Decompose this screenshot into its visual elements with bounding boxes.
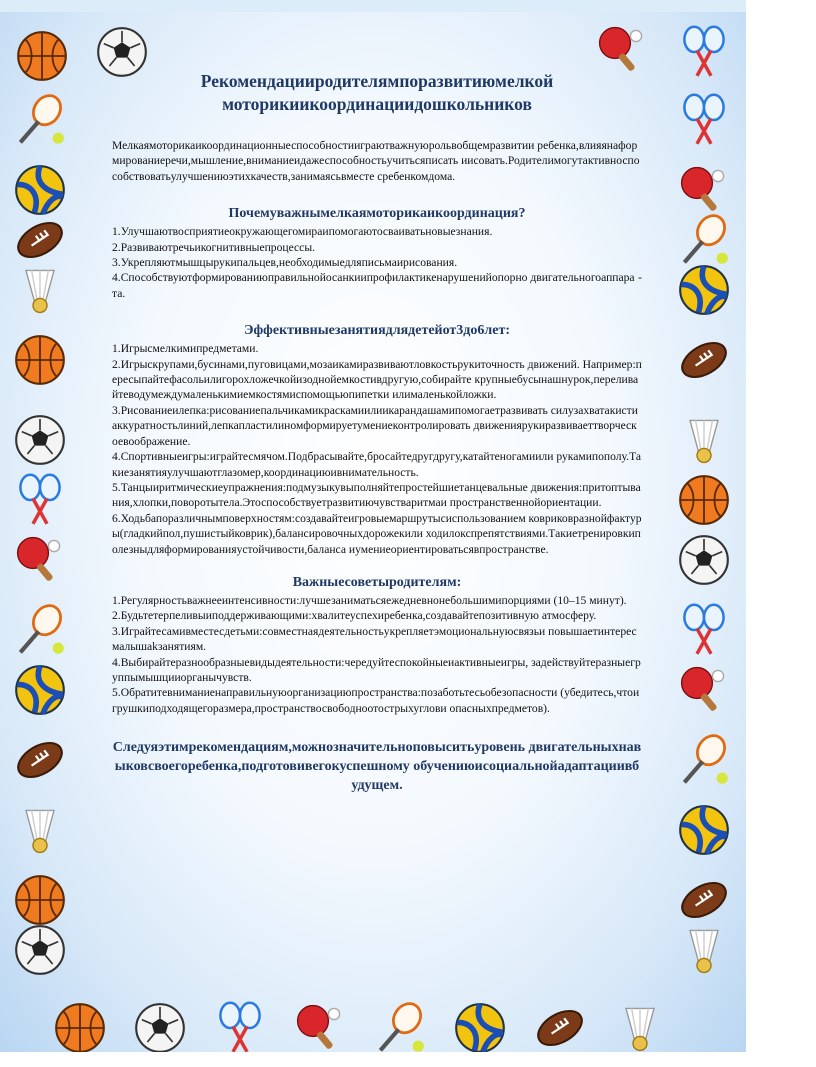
american-football-icon (532, 1000, 588, 1052)
tennis-racket-icon (12, 602, 68, 658)
ping-pong-paddle-icon (12, 532, 68, 588)
list-item: 4.Спортивныеигры:играйтесмячом.Подбрасывайте,бросайтедругдругу,катайтеногамиили рукамипополу.Такиезанятияулучшаютглазомер,координациюивнимательность. (112, 450, 642, 479)
soccer-ball-icon (12, 412, 68, 468)
page-title: Рекомендацииродителямпоразвитиюмелкой моторикиикоординациидошкольников (200, 71, 554, 114)
closing-statement: Следуяэтимрекомендациям,можнозначительноповыситьуровень двигательныхнавыковсвоегоребенка,подготовивегокуспешному обучениюисоциальнойадаптациивбудущем. (112, 740, 642, 794)
section-list (112, 224, 642, 301)
section-activities (112, 323, 642, 557)
basketball-icon (12, 872, 68, 928)
soccer-ball-icon (676, 532, 732, 588)
ping-pong-paddle-icon (292, 1000, 348, 1052)
basketball-icon (676, 472, 732, 528)
volleyball-icon (676, 262, 732, 318)
list-item: 2.Будьтетерпеливыиподдерживающими:хвалитеуспехиребенка,создавайтепозитивную атмосферу. (112, 609, 597, 623)
list-item: 2.Игрыскрупами,бусинами,пуговицами,мозаикамиразвиваютловкостьрукиточность движений. Например:пересыпайтефасольилигорохложечкойизоднойемкостивдругую,собирайте крупныебусынашнурок,переливайтеводумеждумаленькимиемкостямиспомощьюпипетки илималенькойложки. (112, 357, 642, 402)
shuttlecock-icon (12, 262, 68, 318)
section-heading: Важныесоветыродителям: (292, 574, 462, 590)
basketball-icon (14, 28, 70, 84)
list-item: 6.Ходьбапоразличнымповерхностям:создавайтеигровыемаршрутысиспользованием ковриковразнойфактуры(гладкийпол,пушистыйковрик),балансировочныхдорожекили ходилокспрепятствиями.Такиетренировкиполезныдляформированияустойчивости,баланса иумениеориентироватьсявпространстве. (112, 511, 642, 556)
soccer-ball-icon (12, 922, 68, 978)
list-item: 4.Выбирайтеразнообразныевидыдеятельности:чередуйтеспокойныеиактивныеигры, задействуйтеразныегруппымышцииорганычувств. (112, 655, 641, 684)
american-football-icon (676, 872, 732, 928)
shuttlecock-icon (676, 922, 732, 978)
list-item: 3.Играйтесамивместесдетьми:совместнаядеятельностьукрепляетэмоциональнуюсвязьи повышаетинтересмалышаkзанятиям. (112, 624, 637, 654)
poster-content (112, 70, 642, 795)
intro-paragraph: Мелкаямоторикаикоординационныеспособностииграютважнуюрольвобщемразвитии ребенка,влияянаформированиеречи,мышление,вниманиеидажеспособностьучитьсяписать иисовать.Родителимогутактивноспособствоватьулучшениюэтихкачеств,занимаясьвместе сребенкомдома. (112, 139, 640, 183)
section-heading: Почемуважнымелкаямоторикаикоординация? (228, 206, 526, 222)
american-football-icon (12, 732, 68, 788)
section-heading: Эффективныезанятиядлядетейот3до6лет: (244, 323, 510, 339)
basketball-icon (12, 332, 68, 388)
tennis-racket-icon (676, 732, 732, 788)
list-item (112, 270, 642, 301)
american-football-icon (676, 332, 732, 388)
section-tips (112, 575, 642, 716)
list-item: 1.Игрысмелкимипредметами. (112, 342, 259, 356)
stray-dash-mark: - (638, 271, 642, 285)
shuttlecock-icon (676, 412, 732, 468)
volleyball-icon (12, 662, 68, 718)
badminton-rackets-icon (12, 472, 68, 528)
badminton-rackets-icon (676, 24, 732, 80)
section-list (112, 593, 642, 716)
badminton-rackets-icon (212, 1000, 268, 1052)
section-list (112, 341, 642, 557)
list-item-text: 4.Способствуютформированиюправильнойосанкиипрофилактикенарушенийопорно двигательногоаппарата. (112, 271, 635, 300)
soccer-ball-icon (132, 1000, 188, 1052)
volleyball-icon (676, 802, 732, 858)
tennis-racket-icon (12, 92, 68, 148)
tennis-racket-icon (676, 212, 732, 268)
volleyball-icon (12, 162, 68, 218)
section-why-important (112, 206, 642, 301)
badminton-rackets-icon (676, 602, 732, 658)
list-item: 3.Рисованиеилепка:рисованиепальчикамикраскамиилиикарандашамипомогаетразвивать силузахватакистиаккуратностьлиний,лепкапластилиномформируетумениеконтролировать движениярукиразвиваеттворческоевоображение. (112, 403, 638, 448)
list-item: 1.Регулярностьважнееинтенсивности:лучшезаниматьсяежедневнонебольшимипорциями (10–15 минут). (112, 593, 627, 607)
list-item: 1.Улучшаютвосприятиеокружающегомираипомогаютосваиватьновыезнания. (112, 225, 493, 239)
shuttlecock-icon (612, 1000, 668, 1052)
list-item: 2.Развиваютречьикогнитивныепроцессы. (112, 240, 316, 254)
list-item: 3.Укрепляютмышцырукипальцев,необходимыедляписьмаирисования. (112, 256, 458, 270)
basketball-icon (52, 1000, 108, 1052)
list-item: 5.Обратитевниманиенаправильнуюорганизациюпространства:позаботьтесьобезопасности (убедитесь,чтоигрушкиподходящегоразмера,пространствосвободноотострыхуглови опасныхпредметов). (112, 686, 640, 715)
ping-pong-paddle-icon (676, 662, 732, 718)
list-item: 5.Танцыиритмическиеупражнения:подмузыкувыполняйтепростейшиетанцевальные движения:притоптывания,хлопки,поворотытела.Этоспособствуетразвитиючувстваритмаи пространственнойориентации. (112, 480, 641, 510)
ping-pong-paddle-icon (676, 162, 732, 218)
shuttlecock-icon (12, 802, 68, 858)
american-football-icon (12, 212, 68, 268)
tennis-racket-icon (372, 1000, 428, 1052)
volleyball-icon (452, 1000, 508, 1052)
badminton-rackets-icon (676, 92, 732, 148)
